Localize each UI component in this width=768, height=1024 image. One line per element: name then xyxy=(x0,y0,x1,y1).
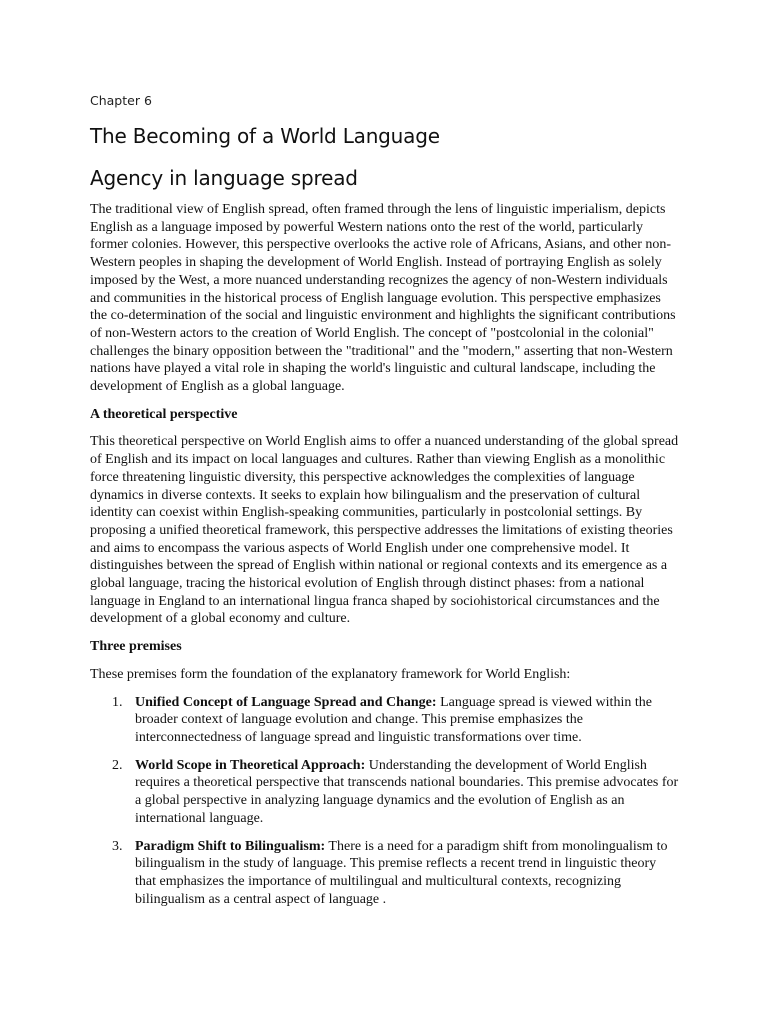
premise-term: World Scope in Theoretical Approach: xyxy=(135,757,366,773)
theory-heading: A theoretical perspective xyxy=(90,406,238,422)
section-title: Agency in language spread xyxy=(90,166,358,190)
chapter-label: Chapter 6 xyxy=(90,93,152,108)
list-item xyxy=(90,694,680,747)
premise-text: Understanding the development of World English requires a theoretical perspective that transcends national boundaries. This premise advocates for a global perspective in analyzing language dynamics and the evolution of English as an international language. xyxy=(135,757,679,826)
premise-text: There is a need for a paradigm shift from monolingualism to bilingualism in the study of language. This premise reflects a recent trend in linguistic theory that emphasizes the importance of multilingual and multicultural contexts, recognizing bilingualism as a central aspect of language . xyxy=(135,838,668,907)
list-item xyxy=(90,757,680,828)
list-number: 1. xyxy=(112,694,123,710)
premise-term: Unified Concept of Language Spread and Change: xyxy=(135,694,437,710)
list-number: 2. xyxy=(112,757,123,773)
theory-paragraph: This theoretical perspective on World English aims to offer a nuanced understanding of the global spread of English and its impact on local languages and cultures. Rather than viewing English as a monolithic force threatening linguistic diversity, this perspective acknowledges the complexities of language dynamics in diverse contexts. It seeks to explain how bilingualism and the preservation of cultural identity can coexist within English-speaking communities, particularly in postcolonial settings. By proposing a unified theoretical framework, this perspective addresses the limitations of existing theories and aims to encompass the various aspects of World English under one comprehensive model. It distinguishes between the spread of English within national or regional contexts and its emergence as a global language, tracing the historical evolution of English through distinct phases: from a national language in England to an international lingua franca shaped by sociohistorical circumstances and the development of a global economy and culture. xyxy=(90,434,679,627)
premises-heading: Three premises xyxy=(90,639,182,655)
document-title: The Becoming of a World Language xyxy=(90,124,440,148)
premise-term: Paradigm Shift to Bilingualism: xyxy=(135,838,326,854)
intro-paragraph: The traditional view of English spread, often framed through the lens of linguistic imperialism, depicts English as a language imposed by powerful Western nations onto the rest of the world, particularly former colonies. However, this perspective overlooks the active role of Africans, Asians, and other non-Western peoples in shaping the development of World English. Instead of portraying English as solely imposed by the West, a more nuanced understanding recognizes the agency of non-Western individuals and communities in the historical process of English language evolution. This perspective emphasizes the co-determination of the social and linguistic environment and highlights the significant contributions of non-Western actors to the creation of World English. The concept of "postcolonial in the colonial" challenges the binary opposition between the "traditional" and the "modern," asserting that non-Western nations have played a vital role in shaping the world's linguistic and cultural landscape, including the development of English as a global language. xyxy=(90,202,676,395)
premises-list xyxy=(90,694,680,909)
premise-text: Language spread is viewed within the broader context of language evolution and change. This premise emphasizes the interconnectedness of language spread and linguistic transformations over time. xyxy=(135,694,652,745)
list-item xyxy=(90,838,680,909)
document-page xyxy=(90,93,680,918)
premises-intro: These premises form the foundation of the explanatory framework for World English: xyxy=(90,666,571,682)
list-number: 3. xyxy=(112,838,123,854)
